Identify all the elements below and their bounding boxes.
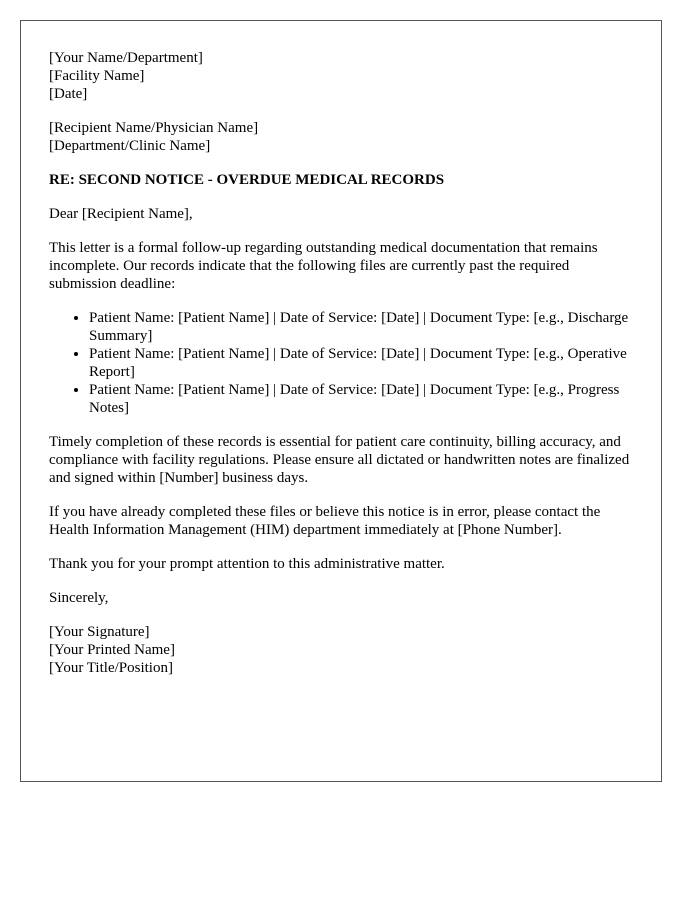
sender-name: [Your Name/Department] xyxy=(49,50,203,66)
letter-page xyxy=(20,20,662,782)
subject-line: RE: SECOND NOTICE - OVERDUE MEDICAL RECORDS xyxy=(49,172,445,188)
title-position-line: [Your Title/Position] xyxy=(49,660,173,676)
list-item: • Patient Name: [Patient Name] | Date of Service: [Date] | Document Type: [e.g., Progress Notes] xyxy=(89,381,639,417)
contact-paragraph: If you have already completed these files or believe this notice is in error, please contact the Health Information Management (HIM) department immediately at [Phone Number]. xyxy=(49,504,601,538)
sender-facility: [Facility Name] xyxy=(49,68,145,84)
intro-paragraph: This letter is a formal follow-up regarding outstanding medical documentation that remains incomplete. Our records indicate that the following files are currently past the required submission deadline: xyxy=(49,240,598,292)
sender-block xyxy=(49,49,639,103)
recipient-department: [Department/Clinic Name] xyxy=(49,138,211,154)
sender-date: [Date] xyxy=(49,86,88,102)
signature-block xyxy=(49,623,639,677)
recipient-block xyxy=(49,119,639,155)
closing: Sincerely, xyxy=(49,590,109,606)
printed-name-line: [Your Printed Name] xyxy=(49,642,175,658)
recipient-name: [Recipient Name/Physician Name] xyxy=(49,120,259,136)
list-item: • Patient Name: [Patient Name] | Date of Service: [Date] | Document Type: [e.g., Operative Report] xyxy=(89,345,639,381)
thanks-paragraph: Thank you for your prompt attention to this administrative matter. xyxy=(49,556,445,572)
signature-line: [Your Signature] xyxy=(49,624,150,640)
timely-completion-paragraph: Timely completion of these records is essential for patient care continuity, billing accuracy, and compliance with facility regulations. Please ensure all dictated or handwritten notes are finalized and signed within [Number] business days. xyxy=(49,434,630,486)
records-list xyxy=(49,309,639,417)
letter-content xyxy=(49,49,639,693)
list-item: • Patient Name: [Patient Name] | Date of Service: [Date] | Document Type: [e.g., Discharge Summary] xyxy=(89,309,639,345)
salutation: Dear [Recipient Name], xyxy=(49,206,193,222)
